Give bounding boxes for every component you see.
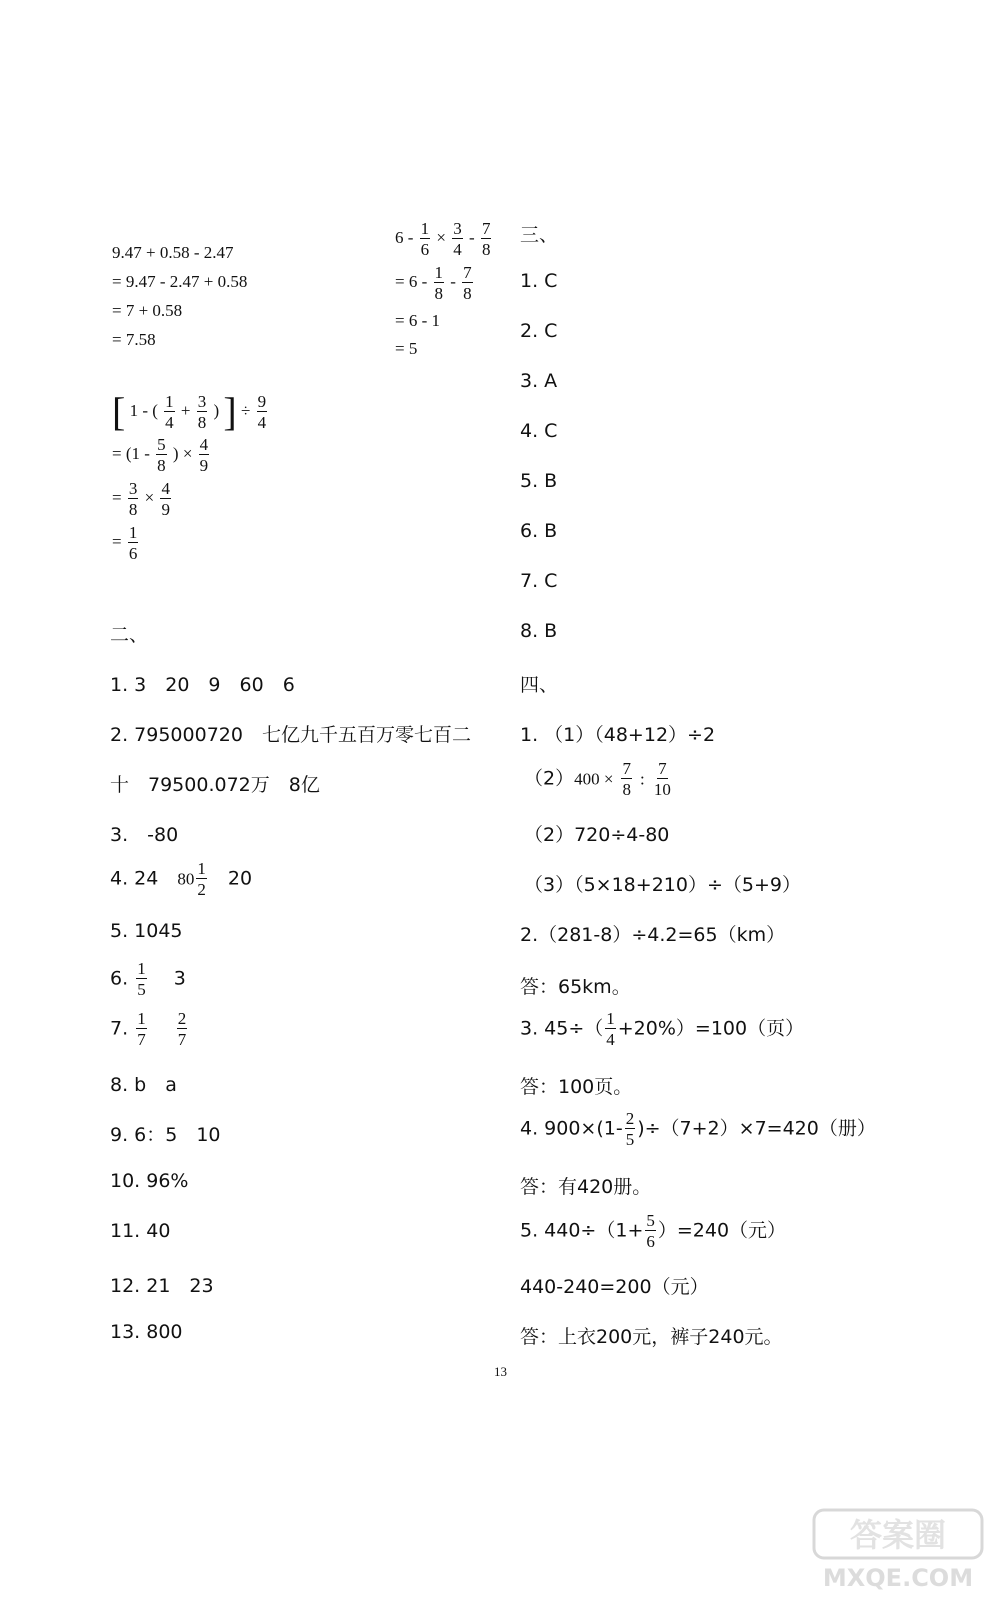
sec2-q1: 1. 3 20 9 60 6	[110, 674, 295, 696]
sec2-q2a: 2. 795000720 七亿九千五百万零七百二	[110, 724, 471, 746]
sec4-q3-answer: 答：100页。	[520, 1076, 633, 1098]
watermark	[812, 1508, 984, 1592]
fraction: $\frac{1}{5}$	[137, 959, 146, 999]
watermark-logo-icon	[812, 1508, 984, 1592]
fraction: $\frac{5}{6}$	[646, 1211, 655, 1251]
calc-b-line-4: = 5	[395, 339, 418, 358]
sec2-q7: 7. $\frac{1}{7}$ $\frac{2}{7}$	[110, 1009, 187, 1049]
calc-b-line-3: = 6 - 1	[395, 311, 440, 330]
sec4-heading: 四、	[520, 674, 559, 696]
calc-a-line-4: = 7.58	[112, 330, 156, 349]
sec4-q5: 5. 440÷（1+ $\frac{5}{6}$ ）=240（元）	[520, 1211, 787, 1251]
sec2-q9: 9. 6：5 10	[110, 1124, 221, 1146]
sec3-heading: 三、	[520, 224, 559, 246]
calc-b-line-2: = 6 - $\frac{1}{8}$ - $\frac{7}{8}$	[395, 263, 472, 303]
fraction: $\frac{1}{4}$	[606, 1009, 615, 1049]
sec3-answer-3: 3. A	[520, 370, 558, 392]
sec2-q5: 5. 1045	[110, 920, 183, 942]
sec4-q5-b: 440-240=200（元）	[520, 1276, 709, 1298]
sec4-q5-answer: 答：上衣200元，裤子240元。	[520, 1326, 783, 1348]
fraction: $\frac{2}{5}$	[625, 1109, 635, 1149]
page-number: 13	[494, 1364, 507, 1379]
fraction: $\frac{7}{10}$	[653, 759, 671, 799]
calc-a-line-3: = 7 + 0.58	[112, 301, 183, 320]
fraction: $\frac{1}{7}$	[137, 1009, 146, 1049]
calc-a-line-1: 9.47 + 0.58 - 2.47	[112, 243, 234, 262]
calc-a	[112, 238, 247, 354]
sec2-q2b: 十 79500.072万 8亿	[110, 774, 320, 796]
calc-c-line-1: [ 1 - ( $\frac{1}{4}$ + $\frac{3}{8}$ ) ] ÷ $\frac{9}{4}$	[112, 389, 267, 434]
fraction: $\frac{7}{8}$	[622, 759, 631, 799]
sec2-q6: 6. $\frac{1}{5}$ 3	[110, 959, 186, 999]
sec2-heading: 二、	[110, 624, 149, 646]
sec2-q8: 8. b a	[110, 1074, 177, 1096]
sec4-q1-2: （2）400 × $\frac{7}{8}$ : $\frac{7}{10}$	[524, 759, 671, 799]
fraction: $\frac{1}{6}$	[128, 523, 138, 563]
sec4-q1-1: 1. （1）（48+12）÷2	[520, 724, 716, 746]
sec2-q11: 11. 40	[110, 1220, 171, 1242]
sec3-answer-8: 8. B	[520, 620, 558, 642]
calc-c-line-2: = (1 - $\frac{5}{8}$ ) × $\frac{4}{9}$	[112, 435, 209, 475]
calc-c	[112, 389, 269, 563]
calc-a-line-2: = 9.47 - 2.47 + 0.58	[112, 272, 248, 291]
fraction: $\frac{9}{4}$	[257, 392, 267, 432]
calc-b	[395, 220, 493, 362]
sec4-q4: 4. 900×(1- $\frac{2}{5}$ )÷（7+2）×7=420（册）	[520, 1109, 876, 1149]
sec4-q2-answer: 答：65km。	[520, 976, 631, 998]
fraction: $\frac{3}{4}$	[453, 219, 462, 259]
calc-b-line-1: 6 - $\frac{1}{6}$ × $\frac{3}{4}$ - $\frac{7}{8}$	[395, 219, 491, 259]
sec2-q3: 3. -80	[110, 824, 179, 846]
sec3-answer-4: 4. C	[520, 420, 558, 442]
fraction: $\frac{5}{8}$	[157, 435, 166, 475]
sec2-q10: 10. 96%	[110, 1170, 189, 1192]
fraction: $\frac{1}{4}$	[165, 392, 174, 432]
fraction: $\frac{7}{8}$	[463, 263, 472, 303]
fraction: $\frac{4}{9}$	[161, 479, 170, 519]
fraction: $\frac{3}{8}$	[197, 392, 207, 432]
sec3-answer-1: 1. C	[520, 270, 558, 292]
sec3-answer-6: 6. B	[520, 520, 558, 542]
svg-text:答案圈: 答案圈	[849, 1516, 947, 1554]
sec3-answer-7: 7. C	[520, 570, 558, 592]
calc-c-line-4: = $\frac{1}{6}$	[112, 523, 138, 563]
sec3-answer-2: 2. C	[520, 320, 558, 342]
svg-text:MXQE.COM: MXQE.COM	[822, 1564, 974, 1592]
sec2-q12: 12. 21 23	[110, 1275, 214, 1297]
sec4-q4-answer: 答：有420册。	[520, 1176, 652, 1198]
calc-c-line-3: = $\frac{3}{8}$ × $\frac{4}{9}$	[112, 479, 170, 519]
sec3-answer-5: 5. B	[520, 470, 558, 492]
sec4-q3: 3. 45÷（ $\frac{1}{4}$ +20%）=100（页）	[520, 1009, 805, 1049]
sec2-q13: 13. 800	[110, 1321, 183, 1343]
sec4-q1-3: （2）720÷4-80	[524, 824, 670, 846]
fraction: $\frac{2}{7}$	[177, 1009, 187, 1049]
fraction: $\frac{4}{9}$	[199, 435, 209, 475]
sec2-q4: 4. 24 80 $\frac{1}{2}$ 20	[110, 859, 253, 899]
fraction: $\frac{3}{8}$	[128, 479, 138, 519]
fraction: $\frac{1}{8}$	[434, 263, 443, 303]
sec4-q2: 2.（281-8）÷4.2=65（km）	[520, 924, 786, 946]
fraction: $\frac{1}{6}$	[420, 219, 430, 259]
fraction: $\frac{7}{8}$	[481, 219, 491, 259]
fraction: $\frac{1}{2}$	[197, 859, 206, 899]
sec4-q1-4: （3）（5×18+210）÷（5+9）	[524, 874, 801, 896]
